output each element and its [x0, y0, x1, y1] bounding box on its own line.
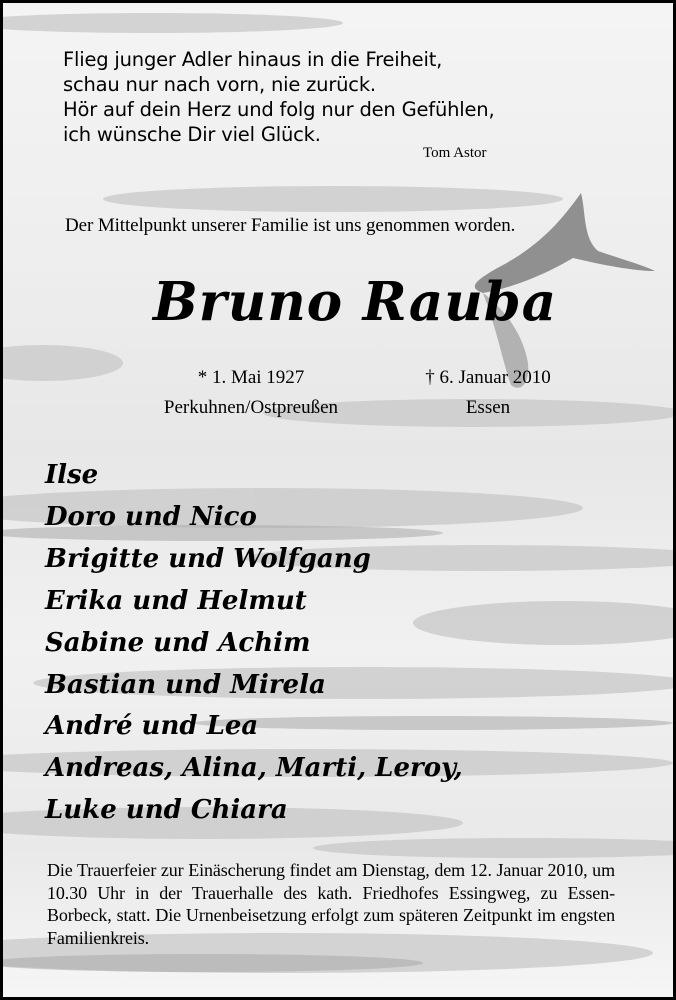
poem-author: Tom Astor: [423, 145, 487, 161]
mourner-name: Andreas, Alina, Marti, Leroy,: [45, 753, 463, 784]
mourner-name: Sabine und Achim: [45, 627, 311, 658]
birth-info: [131, 363, 371, 423]
mourner-name: Brigitte und Wolfgang: [45, 543, 371, 574]
funeral-notice: Die Trauerfeier zur Einäscherung findet am Dienstag, dem 12. Januar 2010, um 10.30 Uhr in der Trauerhalle des kath. Friedhofes Essingweg, zu Essen-Borbeck, statt. Die Urnenbeisetzung erfolgt zum späteren Zeitpunkt im engsten Familienkreis.: [47, 860, 615, 949]
poem: [63, 47, 494, 147]
mourners-list: [45, 455, 463, 832]
poem-line: schau nur nach vorn, nie zurück.: [63, 73, 376, 96]
birth-date: * 1. Mai 1927: [197, 367, 305, 388]
mourner-name: Bastian und Mirela: [45, 669, 326, 700]
poem-line: ich wünsche Dir viel Glück.: [63, 123, 321, 146]
death-place: Essen: [465, 397, 511, 418]
poem-line: Hör auf dein Herz und folg nur den Gefühlen,: [63, 98, 495, 121]
death-date: † 6. Januar 2010: [425, 367, 551, 388]
mourner-name: Ilse: [45, 460, 99, 490]
poem-line: Flieg junger Adler hinaus in die Freiheit,: [63, 48, 443, 71]
birth-place: Perkuhnen/Ostpreußen: [163, 397, 339, 418]
deceased-name: Bruno Rauba: [153, 271, 558, 333]
intro-text: Der Mittelpunkt unserer Familie ist uns genommen worden.: [65, 215, 516, 236]
mourner-name: Luke und Chiara: [45, 795, 288, 826]
mourner-name: Erika und Helmut: [45, 585, 307, 616]
mourner-name: André und Lea: [45, 711, 259, 742]
death-info: [393, 363, 583, 423]
mourner-name: Doro und Nico: [45, 501, 257, 532]
